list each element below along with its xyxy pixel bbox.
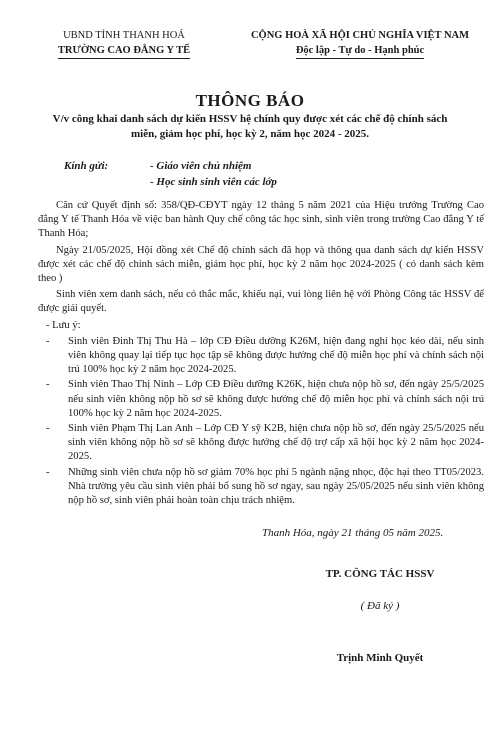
recipient-item: - Giáo viên chủ nhiệm [150, 160, 252, 172]
paragraph: Ngày 21/05/2025, Hội đồng xét Chế độ chính sách đã họp và thông qua danh sách dự kiến HSSV được xét các chế độ chính sách miễn, giảm học phí, học kỳ 2 năm học 2024-2025 ( có danh sách kèm theo ) [38, 244, 484, 285]
note-item: - Sinh viên Thao Thị Nính – Lớp CĐ Điều dưỡng K26K, hiện chưa nộp hồ sơ, đến ngày 25/5/2025 nếu sinh viên không nộp hồ sơ sẽ không được hưởng chế độ miễn học phí và chính sách nội trú 100% học kỳ 2 năm học 2024-2025. [46, 379, 484, 419]
recipients-list [150, 158, 277, 190]
note-text: Sinh viên Phạm Thị Lan Anh – Lớp CĐ Y sỹ K2B, hiện chưa nộp hồ sơ, đến ngày 25/5/2025 nếu sinh viên không nộp hồ sơ sẽ không được hưởng chế độ trợ cấp xã hội học kỳ 2 năm học 2024-2025. [68, 423, 484, 463]
note-item: - Sinh viên Đinh Thị Thu Hà – lớp CĐ Điều dưỡng K26M, hiện đang nghỉ học kéo dài, nếu sinh viên không quay lại tiếp tục học tập sẽ không được hưởng chế độ miễn học phí và chính sách nội trú 100% học kỳ 2 năm học 2024-2025. [46, 335, 484, 376]
note-item: - Những sinh viên chưa nộp hồ sơ giảm 70% học phí 5 ngành nặng nhọc, độc hại theo TT05/2023. Nhà trường yêu cầu sinh viên phải bổ sung hồ sơ ngay, sau ngày 25/05/2025 nếu sinh viên không nộp hồ sơ, sinh viên phải hoàn toàn chịu trách nhiệm. [46, 466, 484, 507]
signer-name: Trịnh Minh Quyết [336, 652, 424, 664]
national-motto: Độc lập - Tự do - Hạnh phúc [296, 43, 424, 59]
issuer-header [14, 28, 234, 59]
issue-date: Thanh Hóa, ngày 21 tháng 05 năm 2025. [262, 527, 444, 539]
school-name: TRƯỜNG CAO ĐẲNG Y TẾ [58, 43, 190, 59]
recipient-item: - Học sinh sinh viên các lớp [150, 176, 277, 188]
notes-list [38, 335, 484, 508]
signature-org: TP. CÔNG TÁC HSSV [325, 568, 435, 580]
recipients-label: Kính gửi: [64, 160, 109, 172]
note-text: Sinh viên Thao Thị Nính – Lớp CĐ Điều dưỡng K26K, hiện chưa nộp hồ sơ, đến ngày 25/5/2025 nếu sinh viên không nộp hồ sơ sẽ không được hưởng chế độ miễn học phí và chính sách nội trú 100% học kỳ 2 năm học 2024-2025. [68, 379, 484, 419]
note-text: Những sinh viên chưa nộp hồ sơ giảm 70% học phí 5 ngành nặng nhọc, độc hại theo TT05/2023. Nhà trường yêu cầu sinh viên phải bổ sung hồ sơ ngay, sau ngày 25/05/2025 nếu sinh viên không nộp hồ sơ, sinh viên phải hoàn toàn chịu trách nhiệm. [68, 466, 484, 507]
paragraph: Sinh viên xem danh sách, nếu có thắc mắc, khiếu nại, vui lòng liên hệ với Phòng Công tác HSSV để được giải quyết. [38, 289, 484, 315]
document-subject: V/v công khai danh sách dự kiến HSSV hệ chính quy được xét các chế độ chính sách miễn, giảm học phí, học kỳ 2, năm học 2024 - 2025. [52, 113, 448, 140]
country-name: CỘNG HOÀ XÃ HỘI CHỦ NGHĨA VIỆT NAM [250, 30, 470, 41]
signature-signed-note: ( Đã ký ) [360, 600, 400, 612]
document-title: THÔNG BÁO [195, 91, 305, 110]
notes-label: - Lưu ý: [46, 319, 81, 331]
note-text: Sinh viên Đinh Thị Thu Hà – lớp CĐ Điều dưỡng K26M, hiện đang nghỉ học kéo dài, nếu sinh viên không quay lại tiếp tục học tập sẽ không được hưởng chế độ miễn học phí và chính sách nội trú 100% học kỳ 2 năm học 2024-2025. [68, 335, 484, 376]
agency-name: UBND TỈNH THANH HOÁ [63, 30, 185, 41]
national-header [226, 28, 494, 59]
note-item: - Sinh viên Phạm Thị Lan Anh – Lớp CĐ Y sỹ K2B, hiện chưa nộp hồ sơ, đến ngày 25/5/2025 nếu sinh viên không nộp hồ sơ sẽ không được hưởng chế độ trợ cấp xã hội học kỳ 2 năm học 2024-2025. [46, 423, 484, 463]
document-body [38, 199, 484, 509]
paragraph: Căn cứ Quyết định số: 358/QĐ-CĐYT ngày 12 tháng 5 năm 2021 của Hiệu trưởng Trường Cao đẳng Y tế Thanh Hóa về việc ban hành Quy chế công tác học sinh, sinh viên trong trường Cao đẳng Y tế Thanh Hóa; [38, 200, 484, 240]
